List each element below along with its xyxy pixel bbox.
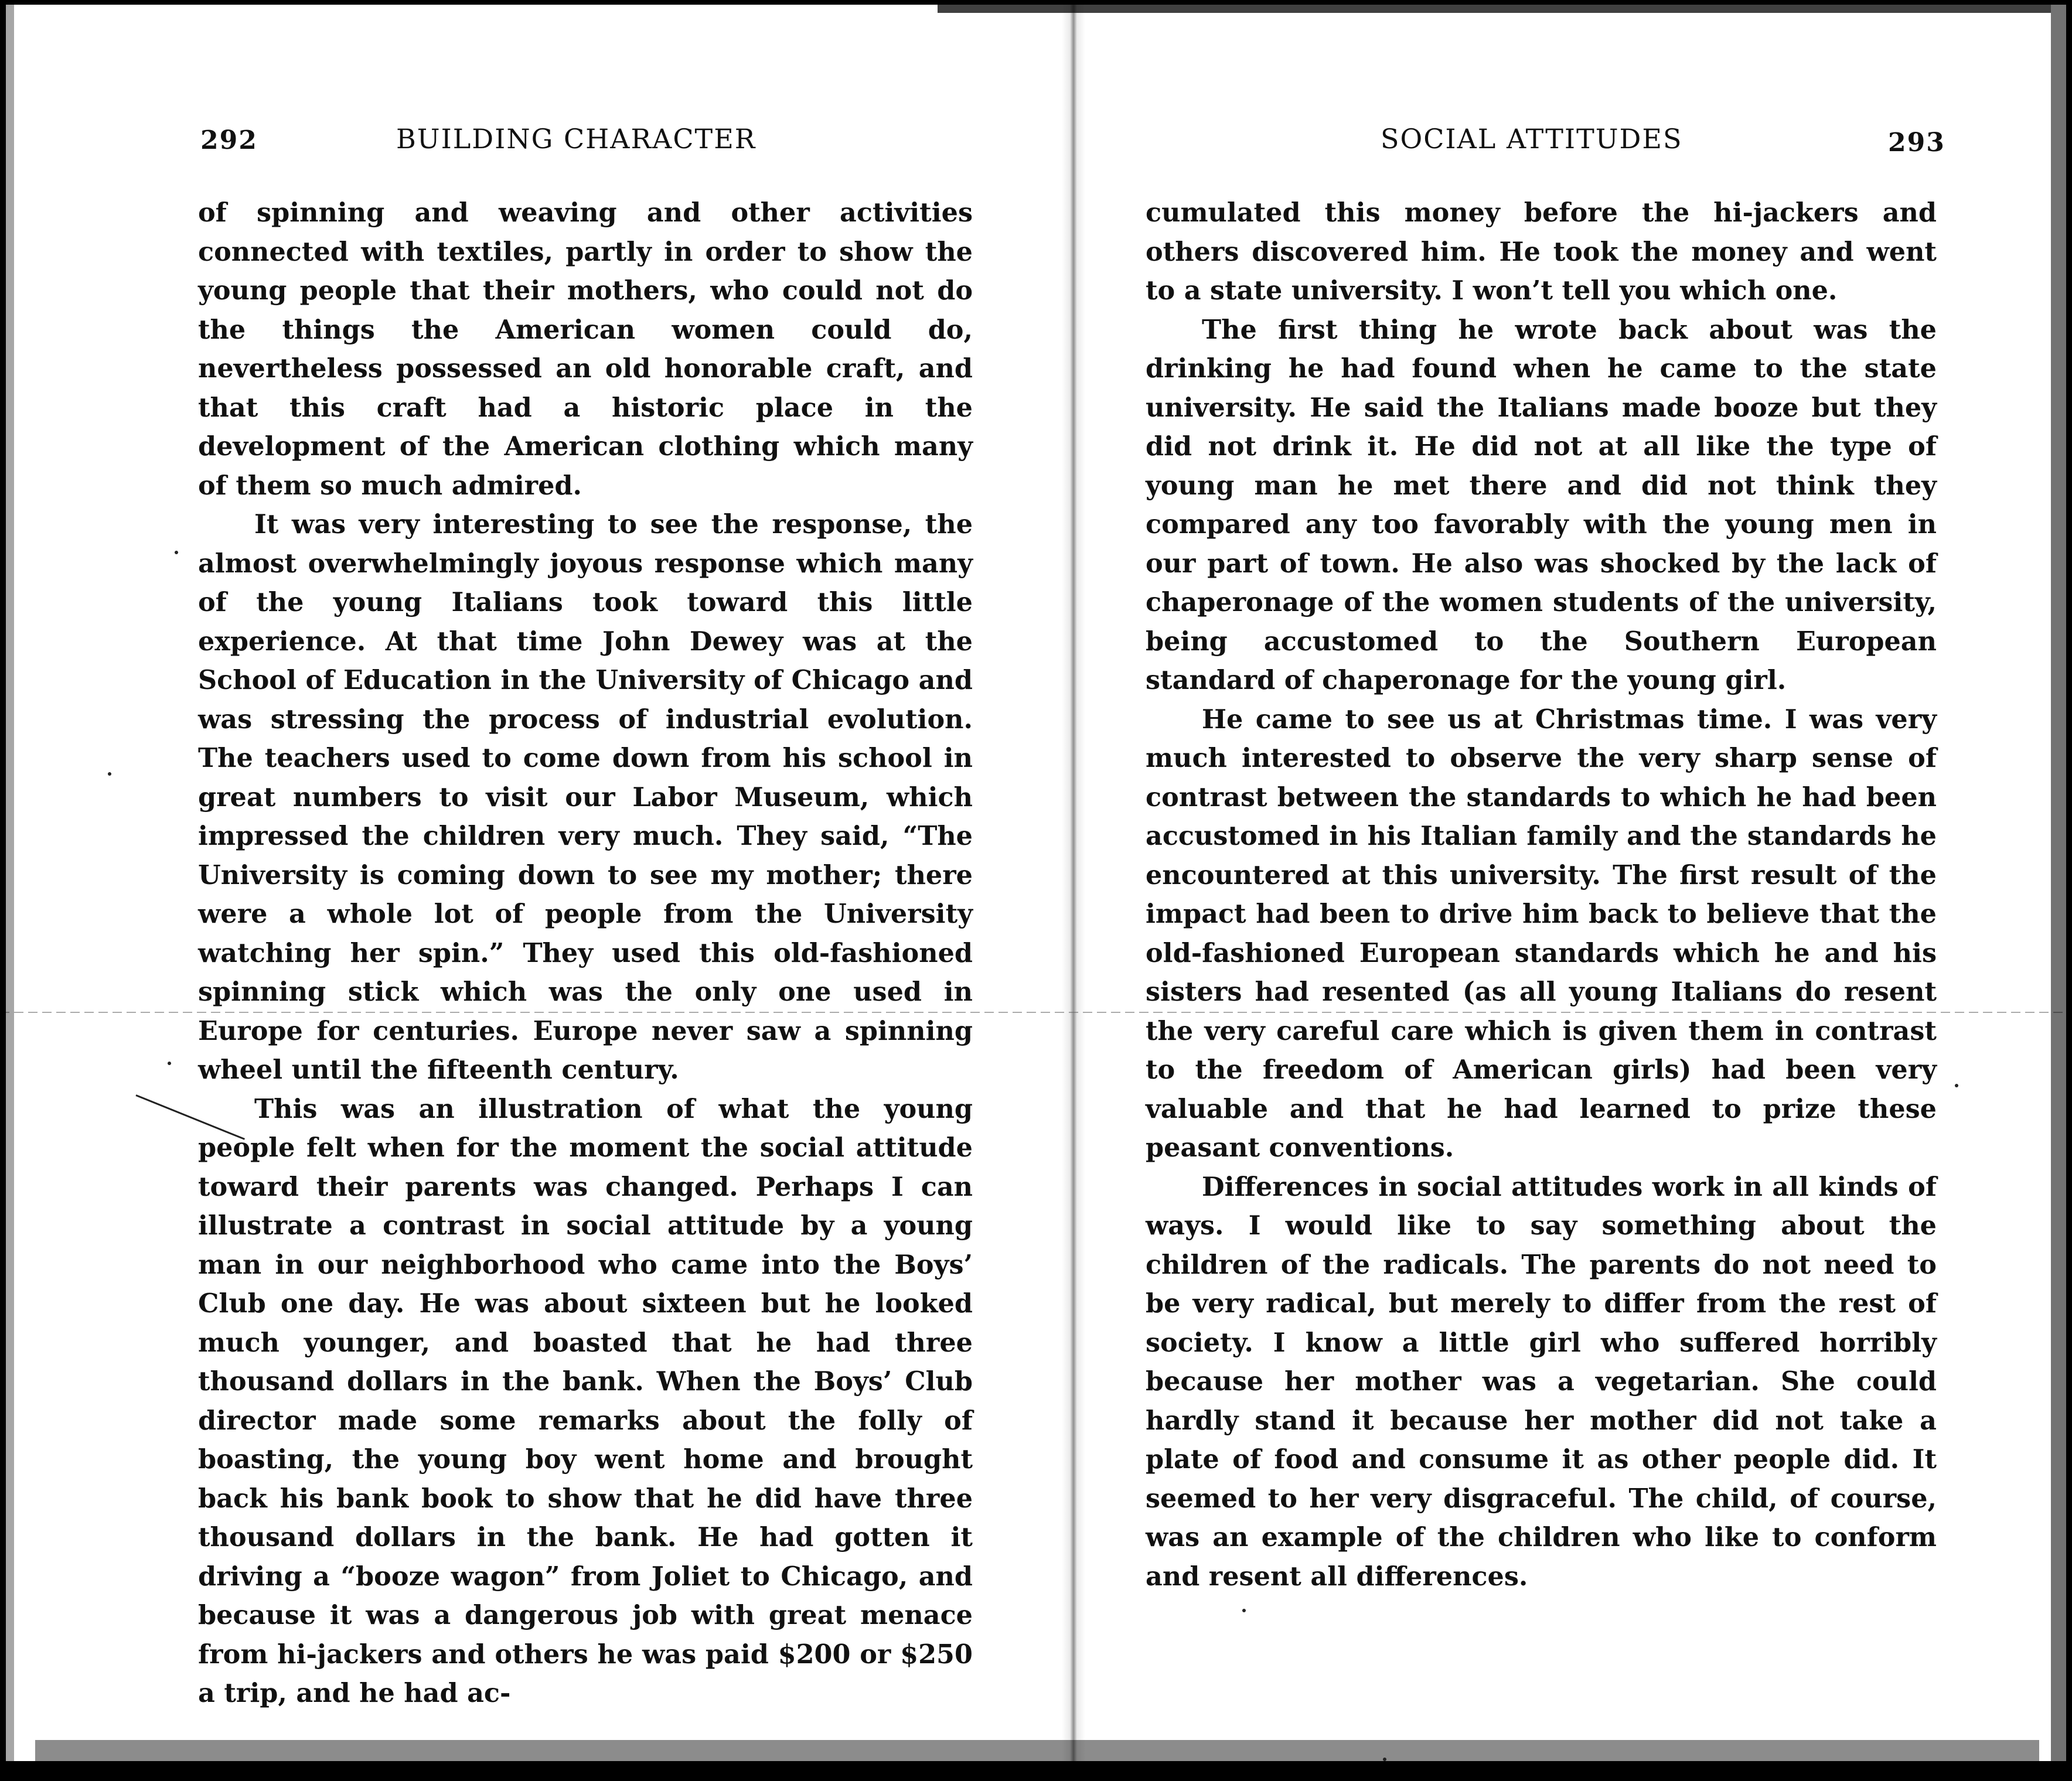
book-spine bbox=[1062, 0, 1085, 1781]
page-number: 293 bbox=[1888, 128, 1945, 158]
right-page-header bbox=[1072, 123, 2072, 164]
bottom-edge-shadow bbox=[35, 1740, 2039, 1761]
speck bbox=[108, 772, 111, 776]
left-edge-border bbox=[0, 0, 6, 1781]
speck bbox=[1242, 1609, 1246, 1612]
right-margin-shadow bbox=[2051, 0, 2066, 1781]
speck bbox=[1383, 1758, 1386, 1761]
paragraph: The first thing he wrote back about was the drinking he had found when he came to the state university. He said the Italians made booze but they did not drink it. He did not at all like the type of young man he met there and did not think they compared any too favorably with the young men in our part of town. He also was shocked by the lack of chaperonage of the women students of the university, being accustomed to the Southern European standard of chaperonage for the young girl. bbox=[1146, 314, 1937, 695]
running-head: BUILDING CHARACTER bbox=[396, 123, 756, 155]
paragraph: It was very interesting to see the response, the almost overwhelmingly joyous response which many of the young Italians took toward this little experience. At that time John Dewey was at the School of Education in the University of Chicago and was stressing the process of industrial evolution. The teachers used to come down from his school in great numbers to visit our Labor Museum, which impressed the children very much. They said, “The University is coming down to see my mother; there were a whole lot of people from the University watching her spin.” They used this old-fashioned spinning stick which was the only one used in Europe for centuries. Europe never saw a spinning wheel until the fifteenth century. bbox=[198, 509, 973, 1085]
fold-line bbox=[0, 1012, 2072, 1013]
page-number: 292 bbox=[200, 125, 258, 155]
paragraph: He came to see us at Christmas time. I was very much interested to observe the very sharp sense of contrast between the standards to which he had been accustomed in his Italian family and the standards he encountered at this university. The first result of the impact had been to drive him back to believe that the old-fashioned European standards which he and his sisters had resented (as all young Italians do resent the very careful care which is given them in contrast to the freedom of American girls) had been very valuable and that he had learned to prize these peasant conventions. bbox=[1146, 704, 1937, 1163]
paragraph: cumulated this money before the hi-jackers and others discovered him. He took the money and went to a state university. I won’t tell you which one. bbox=[1146, 197, 1937, 306]
running-head: SOCIAL ATTITUDES bbox=[1381, 123, 1683, 155]
right-page bbox=[1072, 0, 2072, 1781]
paragraph: This was an illustration of what the young people felt when for the moment the social attitude toward their parents was changed. Perhaps I can illustrate a contrast in social attitude by a young man in our neighborhood who came into the Boys’ Club one day. He was about sixteen but he looked much younger, and boasted that he had three thousand dollars in the bank. When the Boys’ Club director made some remarks about the folly of boasting, the young boy went home and brought back his bank book to show that he did have three thousand dollars in the bank. He had gotten it driving a “booze wagon” from Joliet to Chicago, and because it was a dangerous job with great menace from hi-jackers and others he was paid $200 or $250 a trip, and he had ac- bbox=[198, 1093, 973, 1708]
paragraph: Differences in social attitudes work in all kinds of ways. I would like to say something about the children of the radicals. The parents do not need to be very radical, but merely to differ from the rest of society. I know a little girl who suffered horribly because her mother was a vegetarian. She could hardly stand it because her mother did not take a plate of food and consume it as other people did. It seemed to her very disgraceful. The child, of course, was an example of the children who like to conform and resent all differences. bbox=[1146, 1171, 1937, 1592]
right-edge-border bbox=[2066, 0, 2072, 1781]
speck bbox=[175, 551, 178, 554]
speck bbox=[1955, 1084, 1958, 1087]
right-page-body bbox=[1146, 193, 1937, 1596]
left-page-header bbox=[0, 123, 1072, 164]
top-edge-shadow bbox=[938, 0, 2051, 13]
left-page-body bbox=[198, 193, 973, 1713]
left-margin-shadow bbox=[6, 0, 14, 1781]
paragraph: of spinning and weaving and other activities connected with textiles, partly in order to show the young people that their mothers, who could not do the things the American women could do, nevertheless possessed an old honorable craft, and that this craft had a historic place in the development of the American clothing which many of them so much admired. bbox=[198, 197, 973, 501]
speck bbox=[168, 1062, 171, 1065]
bottom-edge-border bbox=[0, 1761, 2072, 1781]
